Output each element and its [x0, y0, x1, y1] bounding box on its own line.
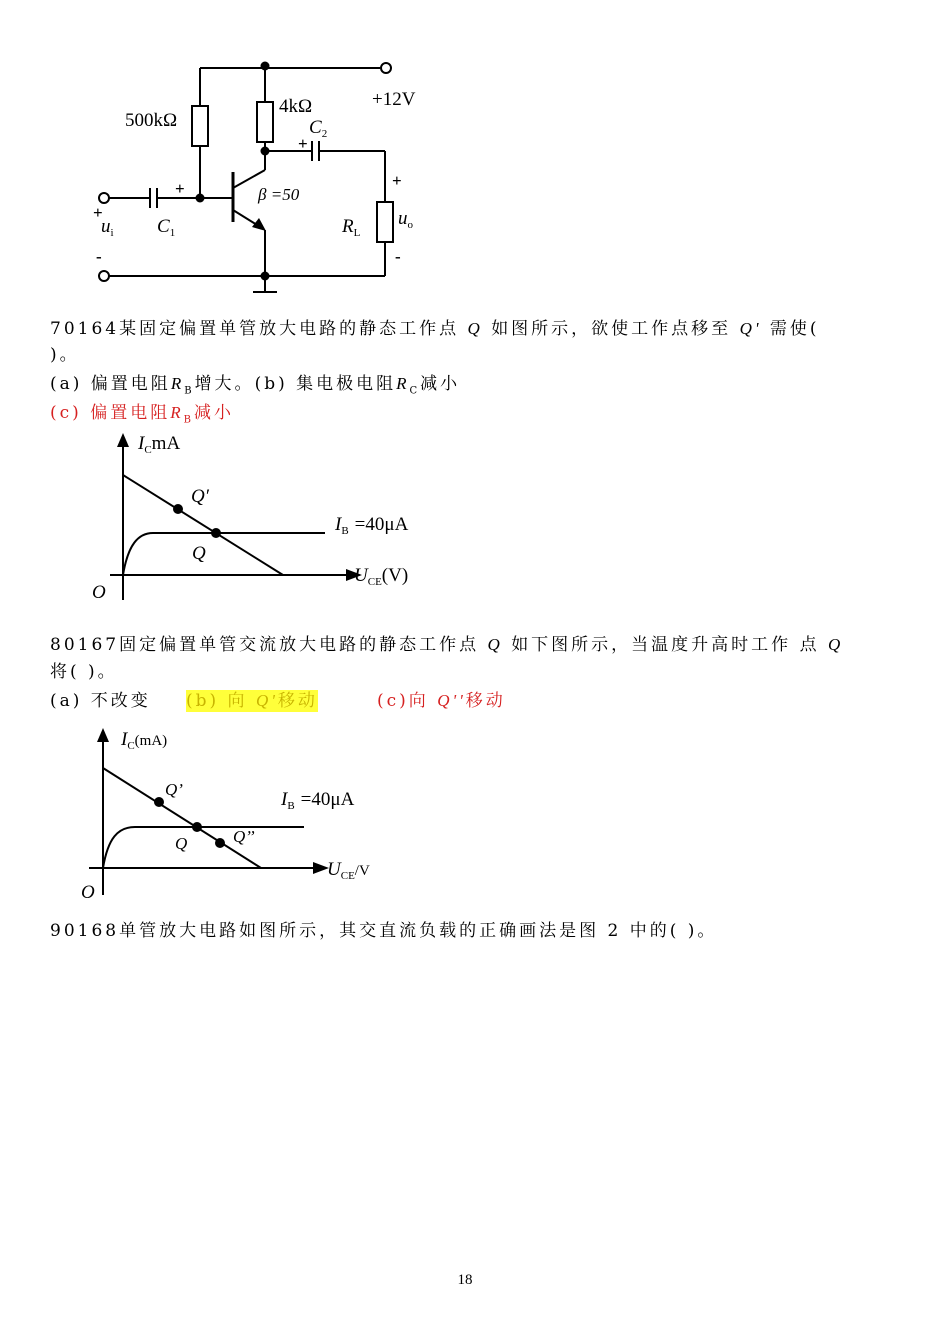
q1-line1: 70164某固定偏置单管放大电路的静态工作点 Q 如图所示，欲使工作点移至 Q' 需使(: [50, 319, 820, 339]
svg-text:C1: [157, 216, 175, 239]
g2-ib-value: =40μA: [300, 789, 355, 810]
amplifier-circuit-diagram: [0, 0, 480, 300]
load-line-graph-2: [75, 720, 455, 905]
rl-sub: L: [353, 227, 361, 239]
q2-option-a: (a) 不改变: [50, 691, 151, 711]
rc-label: 4kΩ: [279, 96, 313, 117]
ui-minus: -: [96, 247, 102, 266]
g2-y-label: I: [121, 729, 128, 750]
g1-y-label: I: [138, 433, 145, 454]
g1-x-sub: CE: [367, 576, 382, 588]
svg-text:C2: [309, 117, 327, 140]
q2-line1: 80167固定偏置单管交流放大电路的静态工作点 Q 如下图所示，当温度升高时工作 点 Q: [50, 635, 844, 655]
g1-y-sub: C: [144, 444, 152, 456]
g1-origin: O: [92, 582, 106, 603]
svg-text:UCE(V): [354, 565, 408, 588]
uo-sub: o: [407, 219, 413, 231]
svg-text:UCE/V: [327, 859, 370, 882]
beta-label: β =50: [258, 185, 300, 204]
uo-plus: +: [392, 171, 402, 190]
g2-x-sub: CE: [340, 870, 355, 882]
c2-sub: 2: [321, 128, 328, 140]
ui-sub: i: [110, 227, 114, 239]
g2-q-label: Q: [175, 834, 188, 853]
svg-text:IB=40μA: [280, 789, 355, 812]
c2-plus: +: [298, 134, 308, 153]
g1-ib-value: =40μA: [354, 514, 409, 535]
q1-option-a: (a) 偏置电阻$R_B$增大。(b) 集电极电阻$R_C$减小: [50, 374, 461, 397]
g2-ib-sub: B: [287, 800, 295, 812]
g1-x-unit: (V): [381, 565, 409, 586]
svg-text:IC(mA): [120, 729, 167, 752]
g1-y-unit: mA: [151, 433, 181, 454]
g2-q1-label: Q’: [165, 780, 183, 799]
c2-label: C: [309, 117, 322, 138]
c1-plus: +: [175, 179, 185, 198]
g1-q2-label: Q′: [191, 486, 209, 507]
q2-option-b-highlighted: (b) 向 Q'移动: [186, 691, 318, 711]
svg-text:RL: [341, 216, 361, 239]
ui-label: u: [101, 216, 111, 237]
page-number: 18: [457, 1272, 473, 1288]
svg-text:IB=40μA: [334, 514, 409, 537]
g2-y-unit: (mA): [134, 733, 168, 749]
uo-minus: -: [395, 247, 401, 266]
uo-label: u: [398, 208, 408, 229]
g1-x-label: U: [354, 565, 368, 586]
load-line-graph-1: [80, 425, 460, 610]
q3-text: 90168单管放大电路如图所示，其交直流负载的正确画法是图 2 中的( )。: [50, 921, 718, 941]
g1-q-label: Q: [192, 543, 206, 564]
q2-line2: 将( )。: [50, 662, 118, 682]
ui-plus: +: [93, 203, 103, 222]
g2-x-unit: /V: [354, 863, 370, 879]
rb-label: 500kΩ: [125, 110, 178, 131]
g2-q2-label: Q’’: [233, 827, 255, 846]
q1-option-c-answer: (c) 偏置电阻$R_B$减小: [50, 403, 234, 426]
g2-origin: O: [81, 882, 95, 903]
svg-text:uo: [398, 208, 414, 231]
g1-ib-sub: B: [341, 525, 349, 537]
svg-text:ui: [101, 216, 114, 239]
c1-sub: 1: [169, 227, 176, 239]
rl-label: R: [342, 216, 354, 237]
vcc-label: +12V: [372, 89, 416, 110]
g1-ib-label: I: [335, 514, 342, 535]
g2-x-label: U: [327, 859, 341, 880]
c1-label: C: [157, 216, 170, 237]
q2-option-c: (c)向 Q''移动: [377, 691, 506, 711]
q1-line2: )。: [50, 345, 80, 365]
svg-text:ICmA: [137, 433, 180, 456]
g2-y-sub: C: [127, 740, 135, 752]
g2-ib-label: I: [281, 789, 288, 810]
